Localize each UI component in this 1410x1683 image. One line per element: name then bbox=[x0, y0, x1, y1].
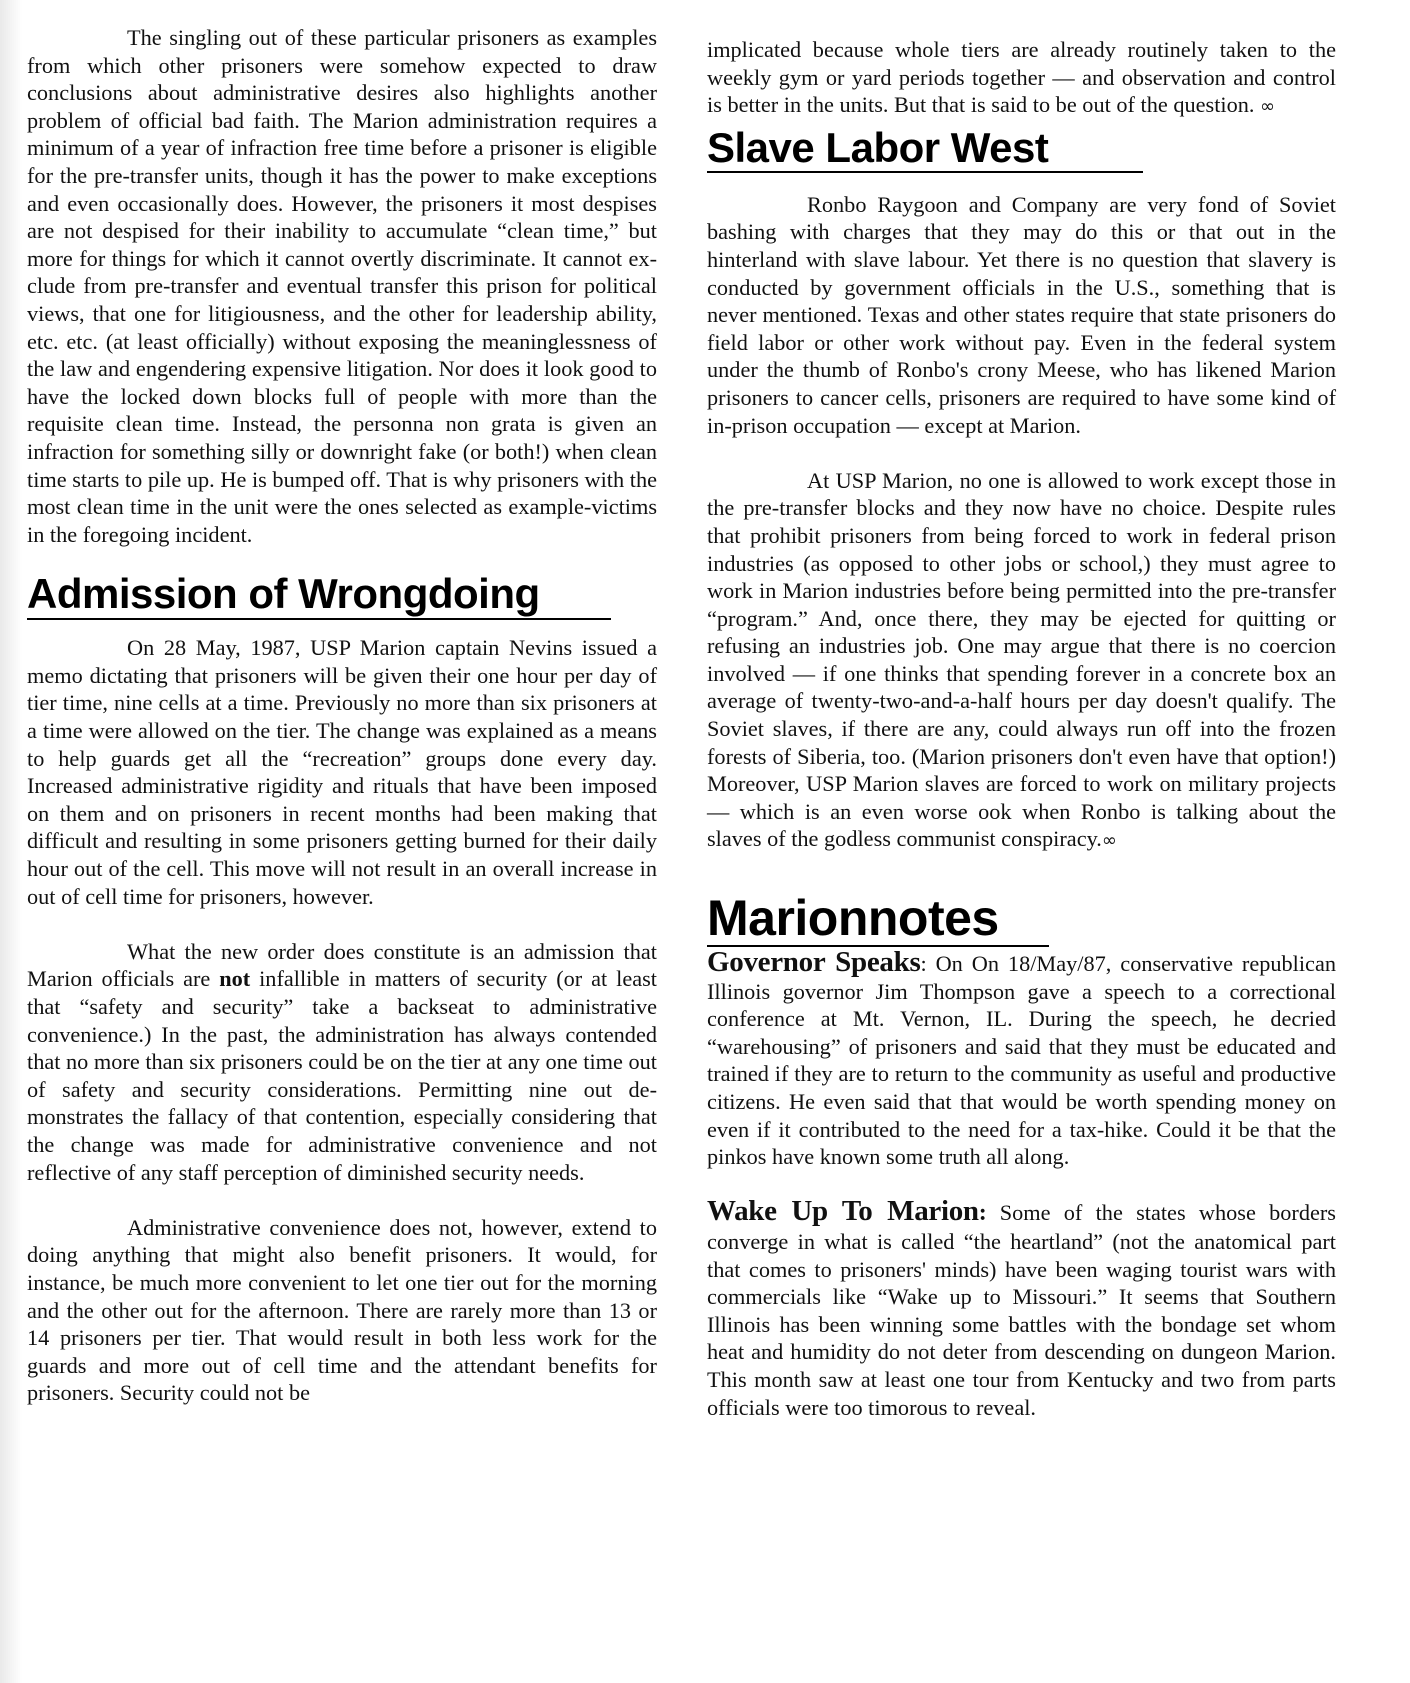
paragraph-clean-time: The singling out of these particular prisoners as examples from which other prisoners were somehow expected to draw conclusions about administrative desires also highlights another problem of official bad faith. The Marion administration requires a minimum of a year of infraction free time before a prisoner is eligible for the pre-transfer units, though it has the power to make exceptions and even occasionally does. However, the prisoners it most despises are not despised for their inability to accumulate “clean time,” but more for things for which it cannot overtly discriminate. It cannot exclude from pre-transfer and eventual transfer this prison for political views, that one for litigiousness, and the other for leadership ability, etc. etc. (at least officially) without exposing the meaninglessness of the law and engendering expensive litigation. Nor does it look good to have the locked down blocks full of people with more than the requisite clean time. Instead, the personna non grata is given an infraction for something silly or downright fake (or both!) when clean time starts to pile up. He is bumped off. That is why prisoners with the most clean time in the unit were the ones selected as example-victims in the foregoing incident. bbox=[27, 25, 657, 547]
paragraph-usp-marion-work bbox=[707, 467, 1336, 855]
note-wake-up-colon: : bbox=[978, 1200, 987, 1227]
heading-marionnotes: Marionnotes bbox=[707, 891, 1049, 947]
scan-edge-shadow bbox=[0, 0, 22, 1683]
right-column bbox=[707, 36, 1336, 1421]
note-governor-speaks-title: Governor Speaks bbox=[707, 946, 921, 979]
paragraph-implicated bbox=[707, 36, 1336, 121]
paragraph-implicated-text: implicated because whole tiers are already routinely taken to the weekly gym or yard periods together — and observation and control is better in the units. But that is said to be out of the question. bbox=[707, 37, 1336, 118]
note-governor-speaks bbox=[707, 946, 1336, 1171]
heading-admission-of-wrongdoing: Admission of Wrongdoing bbox=[27, 570, 611, 620]
note-wake-up-to-marion bbox=[707, 1195, 1336, 1421]
note-governor-speaks-colon: : bbox=[920, 951, 927, 977]
paragraph-usp-marion-work-text: At USP Marion, no one is allowed to work except those in the pre-transfer blocks and they now have no choice. Despite rules that prohibit prisoners from being forced to work in federal prison industries (as opposed to other jobs or school,) they must agree to work in Marion industries before being permitted into the pre-transfer “program.” And, once there, they may be ejected for quitting or refusing an industries job. One may argue that there is no coercion involved — if one thinks that spending forever in a concrete box an average of twenty-two-and-a-half hours per day doesn't qualify. The Soviet slaves, if there are any, could always run off into the frozen forests of Siberia, too. (Marion prisoners don't even have that option!) Moreover, USP Marion slaves are forced to work on military projects — which is an even worse ook when Ronbo is talking about the slaves of the godless communist conspiracy. bbox=[707, 467, 1336, 852]
note-wake-up-text: Some of the states whose borders converge in what is called “the heartland” (not the anatomical part that comes to prisoners' minds) have been waging tourist wars with commercials like “Wake up to Missouri.” It seems that Southern Illinois has been winning some battles with the bondage set whom heat and humidity do not deter from descending on dungeon Marion. This month saw at least one tour from Kentucky and two from parts officials were too timorous to reveal. bbox=[707, 1200, 1336, 1420]
end-mark-icon: ∞ bbox=[1260, 96, 1276, 118]
heading-slave-labor-west: Slave Labor West bbox=[707, 125, 1143, 173]
paragraph-admission bbox=[27, 938, 657, 1186]
note-wake-up-title: Wake Up To Marion bbox=[707, 1195, 979, 1228]
left-column bbox=[27, 24, 657, 1407]
paragraph-admission-text-a: What the new order does constitute is an admission that Marion officials are bbox=[27, 938, 657, 992]
paragraph-ronbo-raygoon: Ronbo Raygoon and Company are very fond of Soviet bashing with charges that they may do this or that out in the hinterland with slave labour. Yet there is no question that slavery is conducted by government officials in the U.S., something that is never mentioned. Texas and other states require that state prisoners do field labor or other work without pay. Even in the federal system under the thumb of Ronbo's crony Meese, who has likened Marion prisoners to cancer cells, prisoners are required to have some kind of in-prison occupation — except at Marion. bbox=[707, 191, 1336, 438]
paragraph-nevins-memo: On 28 May, 1987, USP Marion captain Nevins issued a memo dictating that prisoners will be given their one hour per day of tier time, nine cells at a time. Previously no more than six prisoners at a time were allowed on the tier. The change was explained as a means to help guards get all the “recreation” groups done every day. Increased administrative rigidity and rituals that have been imposed on them and on prisoners in recent months had been making that difficult and resulting in some prisoners getting burned for their daily hour out of the cell. This move will not result in an overall increase in out of cell time for prisoners, however. bbox=[27, 635, 657, 909]
end-mark-icon: ∞ bbox=[1101, 830, 1117, 852]
emphasis-not: not bbox=[219, 966, 251, 992]
note-governor-speaks-text: On On 18/May/87, conservative republican Illinois governor Jim Thompson gave a speech to a correctional conference at Mt. Vernon, IL. During the speech, he decried “warehousing” of prisoners and said that they must be educated and trained if they are to return to the community as useful and productive citizens. He even said that that would be worth spending money on even if it contributed to the need for a tax-hike. Could it be that the pinkos have known some truth all along. bbox=[707, 951, 1336, 1170]
paragraph-admission-text-b: infallible in matters of security (or at least that “safety and security” take a backseat to administrative convenience.) In the past, the administration has always contended that no more than six prisoners could be on the tier at any one time out of safety and security considerations. Permitting nine out demonstrates the fallacy of that contention, especially considering that the change was made for administrative convenience and not reflective of any staff perception of diminished security needs. bbox=[27, 966, 657, 1185]
paragraph-administrative-convenience: Administrative convenience does not, however, extend to doing anything that might also benefit prisoners. It would, for instance, be much more convenient to let one tier out for the morning and the other out for the afternoon. There are rarely more than 13 or 14 prisoners per tier. That would result in both less work for the guards and more out of cell time and the attendant benefits for prisoners. Security could not be bbox=[27, 1214, 657, 1406]
